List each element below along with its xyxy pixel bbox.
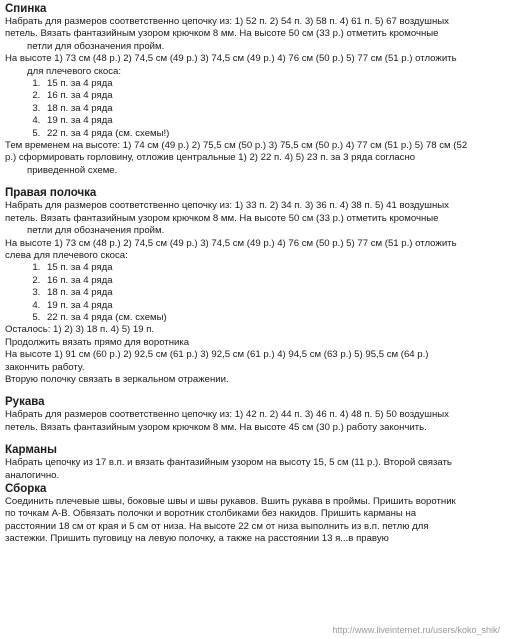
section-title-assembly: Сборка	[5, 483, 47, 495]
paragraph: для плечевого скоса:	[27, 65, 122, 77]
section-title-pockets: Карманы	[5, 444, 57, 457]
paragraph: слева для плечевого скоса:	[5, 249, 128, 261]
section-assembly	[5, 482, 503, 546]
list-item: 1. 15 п. за 4 ряда	[43, 262, 503, 274]
paragraph: петель. Вязать фантазийным узором крючком 8 мм. На высоте 50 см (33 р.) отметить кромочные	[5, 28, 439, 40]
paragraph: петли для обозначения пройм.	[27, 40, 165, 52]
paragraph: На высоте 1) 91 см (60 р.) 2) 92,5 см (61 р.) 3) 92,5 см (61 р.) 4) 94,5 см (63 р.) 5) 95,5 см (64 р.)	[5, 349, 429, 361]
section-title-sleeves: Рукава	[5, 396, 45, 409]
paragraph: застежки. Пришить пуговицу на левую полочку, а также на расстоянии 13 я...в правую	[5, 533, 389, 545]
section-title-right-front: Правая полочка	[5, 187, 97, 200]
section-sleeves	[5, 395, 503, 434]
section-pockets	[5, 443, 503, 482]
paragraph: Соединить плечевые швы, боковые швы и швы рукавов. Вшить рукава в проймы. Пришить воротник	[5, 496, 456, 507]
paragraph: Набрать для размеров соответственно цепочку из: 1) 42 п. 2) 44 п. 3) 46 п. 4) 48 п. 5) 50 воздушных	[5, 409, 449, 421]
paragraph: петли для обозначения пройм.	[27, 225, 165, 237]
list-item: 5. 22 п. за 4 ряда (см. схемы)	[43, 312, 503, 324]
paragraph: закончить работу.	[5, 361, 85, 373]
paragraph: Тем временем на высоте: 1) 74 см (49 р.) 2) 75,5 см (50 р.) 3) 75,5 см (50 р.) 4) 77 см (51 р.) 5) 78 см (52	[5, 140, 468, 152]
paragraph: петель. Вязать фантазийным узором крючком 8 мм. На высоте 50 см (33 р.) отметить кромочные	[5, 212, 439, 224]
list-item: 4. 19 п. за 4 ряда	[43, 300, 503, 312]
paragraph: Набрать для размеров соответственно цепочку из: 1) 33 п. 2) 34 п. 3) 36 п. 4) 38 п. 5) 41 воздушных	[5, 200, 449, 212]
list-item: 4. 19 п. за 4 ряда	[43, 115, 503, 127]
document	[5, 2, 503, 546]
list-item: 3. 18 п. за 4 ряда	[43, 287, 503, 299]
paragraph: приведенной схеме.	[27, 164, 118, 176]
list-item: 5. 22 п. за 4 ряда (см. схемы!)	[43, 128, 503, 140]
shoulder-list	[5, 78, 503, 140]
list-item: 2. 16 п. за 4 ряда	[43, 275, 503, 287]
section-right-front	[5, 186, 503, 386]
list-item: 3. 18 п. за 4 ряда	[43, 103, 503, 115]
paragraph: р.) сформировать горловину, отложив центральные 1) 2) 22 п. 4) 5) 23 п. за 3 ряда согласно	[5, 152, 416, 164]
list-item: 2. 16 п. за 4 ряда	[43, 90, 503, 102]
paragraph: Вторую полочку связать в зеркальном отражении.	[5, 373, 229, 385]
paragraph: аналогично.	[5, 469, 60, 481]
paragraph: На высоте 1) 73 см (48 р.) 2) 74,5 см (49 р.) 3) 74,5 см (49 р.) 4) 76 см (50 р.) 5) 77 см (51 р.) отложить	[5, 237, 457, 249]
paragraph: На высоте 1) 73 см (48 р.) 2) 74,5 см (49 р.) 3) 74,5 см (49 р.) 4) 76 см (50 р.) 5) 77 см (51 р.) отложить	[5, 53, 457, 65]
paragraph: Набрать цепочку из 17 в.п. и вязать фантазийным узором на высоту 15, 5 см (11 р.). Второй связать	[5, 457, 452, 469]
paragraph: Продолжить вязать прямо для воротника	[5, 336, 190, 348]
paragraph: расстоянии 18 см от края и 5 см от низа. На высоте 22 см от низа выполнить из в.п. петлю для	[5, 520, 429, 532]
section-back	[5, 2, 503, 177]
list-item: 1. 15 п. за 4 ряда	[43, 78, 503, 90]
paragraph: петель. Вязать фантазийным узором крючком 8 мм. На высоте 45 см (30 р.) работу закончить.	[5, 421, 427, 433]
paragraph: Осталось: 1) 2) 3) 18 п. 4) 5) 19 п.	[5, 324, 155, 336]
paragraph: по точкам А-В. Обвязать полочки и воротник столбиками без накидов. Пришить карманы на	[5, 508, 417, 520]
section-title-back: Спинка	[5, 3, 47, 15]
shoulder-list	[5, 262, 503, 324]
paragraph: Набрать для размеров соответственно цепочку из: 1) 52 п. 2) 54 п. 3) 58 п. 4) 61 п. 5) 67 воздушных	[5, 16, 449, 27]
watermark-url: http://www.liveinternet.ru/users/koko_shik/	[332, 624, 500, 635]
